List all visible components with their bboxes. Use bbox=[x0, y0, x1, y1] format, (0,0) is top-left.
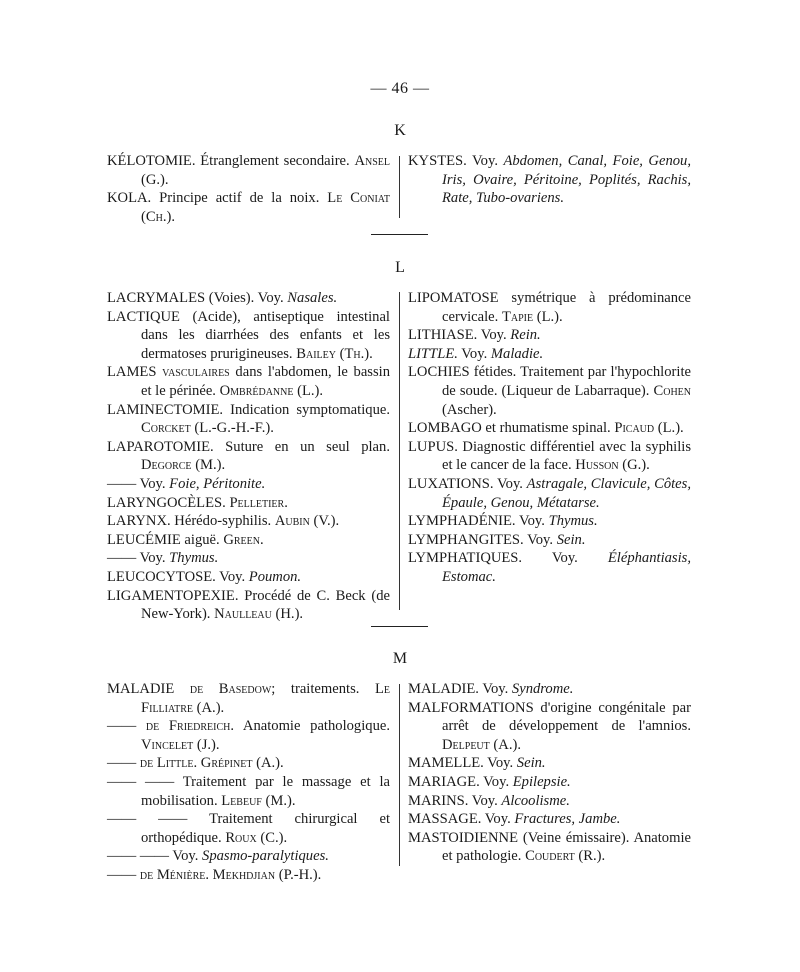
section-m-left-column bbox=[107, 680, 390, 885]
index-entry: MALFORMATIONS d'origine congénitale par arrêt de développement de l'amnios. Delpeut (A.). bbox=[408, 699, 691, 753]
index-entry: LITHIASE. Voy. Rein. bbox=[408, 327, 541, 344]
index-entry: MARIAGE. Voy. Epilepsie. bbox=[408, 773, 571, 790]
index-entry: LAMINECTOMIE. Indication symptomatique. Corcket (L.-G.-H.-F.). bbox=[107, 401, 390, 437]
index-entry: LARYNGOCÈLES. Pelletier. bbox=[107, 494, 288, 511]
index-entry: MALADIE de Basedow; traitements. Le Filliatre (A.). bbox=[107, 681, 390, 716]
column-divider bbox=[399, 684, 400, 866]
index-entry: —— Voy. Thymus. bbox=[107, 550, 219, 567]
section-k-right-column bbox=[408, 152, 691, 208]
section-letter-k: K bbox=[394, 122, 406, 139]
index-entry: LEUCOCYTOSE. Voy. Poumon. bbox=[107, 568, 302, 585]
index-entry: —— de Ménière. Mekhdjian (P.-H.). bbox=[107, 866, 322, 883]
index-entry: —— Voy. Foie, Péritonite. bbox=[107, 475, 266, 492]
index-entry: LEUCÉMIE aiguë. Green. bbox=[107, 531, 264, 548]
index-entry: —— —— Voy. Spasmo-paralytiques. bbox=[107, 848, 329, 865]
index-entry: MAMELLE. Voy. Sein. bbox=[408, 755, 546, 772]
index-entry: LAMES vasculaires dans l'abdomen, le bassin et le périnée. Ombrédanne (L.). bbox=[107, 364, 391, 399]
index-entry: LITTLE. Voy. Maladie. bbox=[408, 345, 544, 362]
index-entry: LYMPHANGITES. Voy. Sein. bbox=[408, 531, 586, 548]
index-entry: LARYNX. Hérédo-syphilis. Aubin (V.). bbox=[107, 513, 340, 530]
index-entry: LOMBAGO et rhumatisme spinal. Picaud (L.). bbox=[408, 420, 684, 437]
section-letter-m: M bbox=[392, 650, 408, 667]
index-entry: LYMPHATIQUES. Voy. Éléphantiasis, Estomac. bbox=[408, 550, 691, 585]
index-entry: —— de Friedreich. Anatomie pathologique. Vincelet (J.). bbox=[107, 718, 390, 753]
index-entry: LUPUS. Diagnostic différentiel avec la syphilis et le cancer de la face. Husson (G.). bbox=[408, 438, 691, 474]
section-l-right-column bbox=[408, 289, 691, 587]
index-entry: MASSAGE. Voy. Fractures, Jambe. bbox=[408, 811, 621, 828]
index-entry: LUXATIONS. Voy. Astragale, Clavicule, Côtes, Épaule, Genou, Métatarse. bbox=[408, 475, 691, 511]
index-entry: —— —— Traitement chirurgical et orthopédique. Roux (C.). bbox=[107, 811, 390, 846]
index-entry: LIPOMATOSE symétrique à prédominance cervicale. Tapie (L.). bbox=[408, 290, 691, 325]
column-divider bbox=[399, 156, 400, 218]
section-k-left-column bbox=[107, 152, 390, 226]
index-entry: KYSTES. Voy. Abdomen, Canal, Foie, Genou, Iris, Ovaire, Péritoine, Poplités, Rachis, Rate, Tubo-ovariens. bbox=[408, 153, 691, 207]
section-letter-l: L bbox=[395, 259, 405, 276]
index-entry: LAPAROTOMIE. Suture en un seul plan. Degorce (M.). bbox=[107, 438, 390, 474]
index-entry: LOCHIES fétides. Traitement par l'hypochlorite de soude. (Liqueur de Labarraque). Cohen (Ascher). bbox=[408, 364, 691, 418]
index-entry: MALADIE. Voy. Syndrome. bbox=[408, 681, 574, 697]
section-separator bbox=[371, 626, 428, 627]
index-entry: LIGAMENTOPEXIE. Procédé de C. Beck (de New-York). Naulleau (H.). bbox=[107, 587, 390, 623]
index-entry: KOLA. Principe actif de la noix. Le Coniat (Ch.). bbox=[107, 190, 390, 225]
section-l-left-column bbox=[107, 289, 390, 624]
page-number: — 46 — bbox=[370, 80, 430, 97]
index-entry: —— —— Traitement par le massage et la mobilisation. Lebeuf (M.). bbox=[107, 773, 390, 809]
section-separator bbox=[371, 234, 428, 235]
index-entry: MASTOIDIENNE (Veine émissaire). Anatomie et pathologie. Coudert (R.). bbox=[408, 829, 691, 865]
index-entry: LYMPHADÉNIE. Voy. Thymus. bbox=[408, 513, 598, 530]
section-m-right-column bbox=[408, 680, 691, 866]
index-entry: LACTIQUE (Acide), antiseptique intestinal dans les diarrhées des enfants et les dermatoses prurigineuses. Bailey (Th.). bbox=[107, 308, 390, 362]
index-entry: KÉLOTOMIE. Étranglement secondaire. Ansel (G.). bbox=[107, 153, 390, 188]
index-entry: MARINS. Voy. Alcoolisme. bbox=[408, 792, 570, 809]
column-divider bbox=[399, 292, 400, 610]
index-entry: —— de Little. Grépinet (A.). bbox=[107, 755, 284, 772]
index-entry: LACRYMALES (Voies). Voy. Nasales. bbox=[107, 290, 338, 306]
